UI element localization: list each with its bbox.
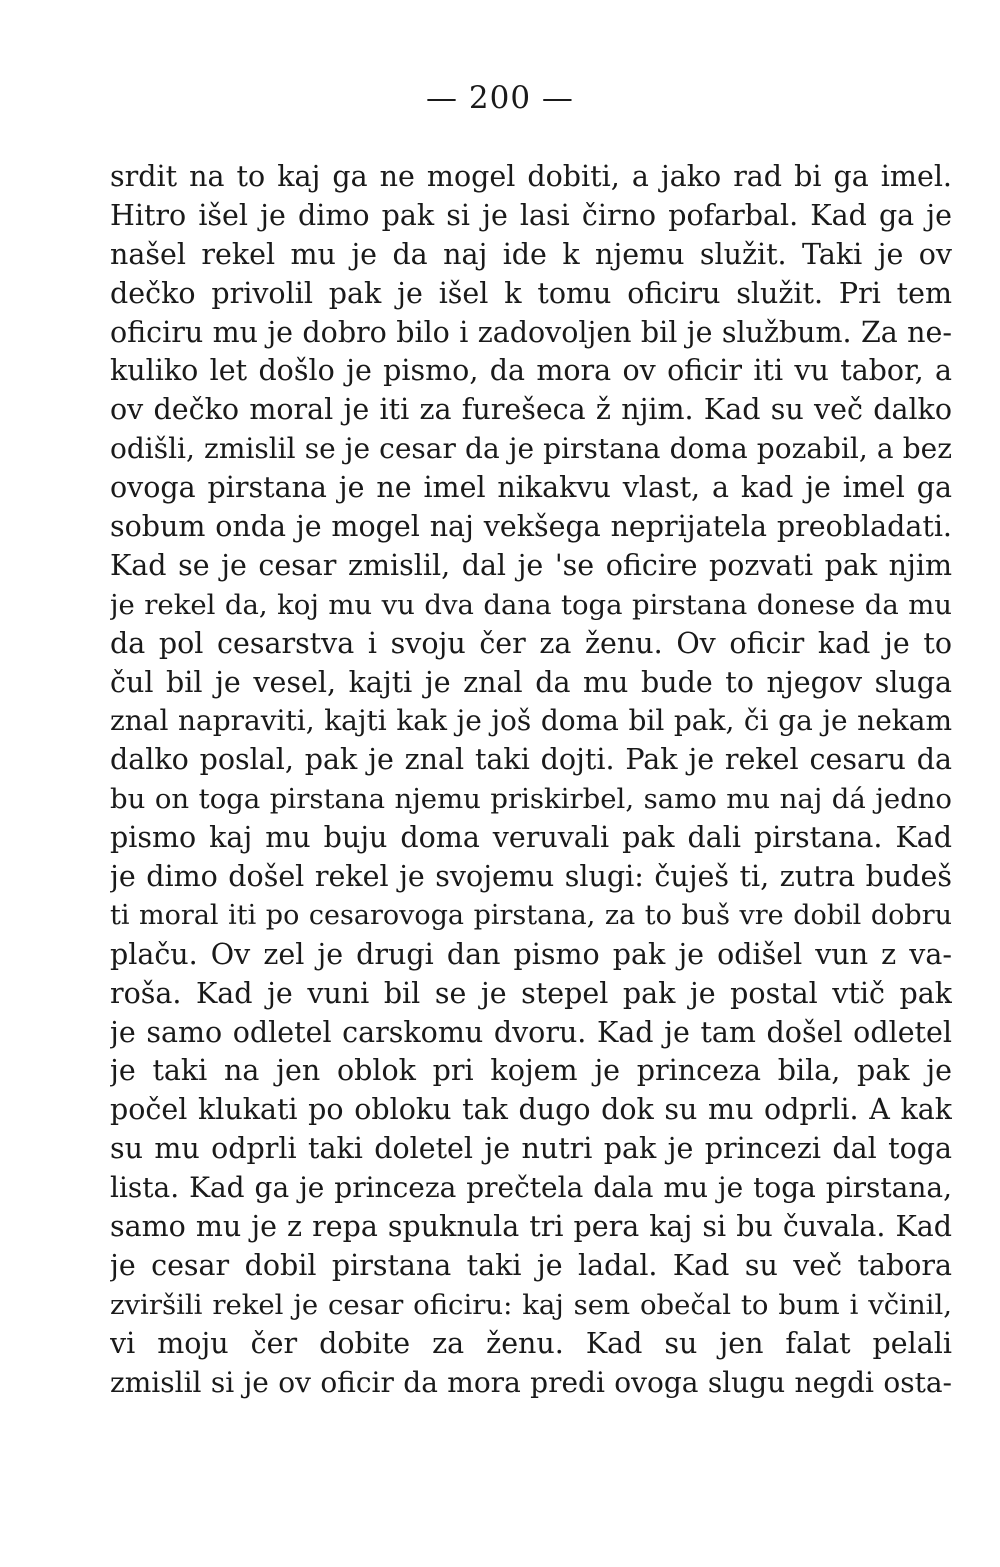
text-line: ov dečko moral je iti za furešeca ž njim. Kad su več dalko: [110, 393, 952, 427]
text-line: bu on toga pirstana njemu priskirbel, samo mu naj dá jedno: [110, 783, 952, 816]
text-line: roša. Kad je vuni bil se je stepel pak je postal vtič pak: [110, 976, 952, 1010]
text-line: vi moju čer dobite za ženu. Kad su jen falat pelali: [110, 1326, 952, 1360]
text-line: čul bil je vesel, kajti je znal da mu bude to njegov sluga: [110, 665, 952, 699]
text-line: Kad se je cesar zmislil, dal je 'se oficire pozvati pak njim: [110, 548, 952, 582]
text-line: Hitro išel je dimo pak si je lasi čirno pofarbal. Kad ga je: [110, 198, 952, 232]
text-line: je rekel da, koj mu vu dva dana toga pirstana donese da mu: [110, 588, 952, 621]
text-line: plaču. Ov zel je drugi dan pismo pak je odišel vun z va-: [110, 937, 952, 971]
text-line: zviršili rekel je cesar oficiru: kaj sem obečal to bum i včinil,: [110, 1288, 952, 1321]
text-line: su mu odprli taki doletel je nutri pak je princezi dal toga: [110, 1132, 952, 1166]
text-line: samo mu je z repa spuknula tri pera kaj si bu čuvala. Kad: [110, 1210, 952, 1244]
text-line: srdit na to kaj ga ne mogel dobiti, a jako rad bi ga imel.: [110, 160, 952, 193]
text-line: je cesar dobil pirstana taki je ladal. Kad su več tabora: [110, 1248, 952, 1282]
text-line: oficiru mu je dobro bilo i zadovoljen bil je službum. Za ne-: [110, 315, 952, 349]
text-line: je taki na jen oblok pri kojem je princeza bila, pak je: [110, 1054, 952, 1088]
text-line: je samo odletel carskomu dvoru. Kad je tam došel odletel: [110, 1015, 952, 1049]
text-line: odišli, zmislil se je cesar da je pirstana doma pozabil, a bez: [110, 432, 952, 466]
text-line: pismo kaj mu buju doma veruvali pak dali pirstana. Kad: [110, 821, 952, 855]
text-line: ti moral iti po cesarovoga pirstana, za to buš vre dobil dobru: [110, 899, 952, 931]
text-line: zmislil si je ov oficir da mora predi ovoga slugu negdi osta-: [110, 1365, 952, 1399]
text-line: je dimo došel rekel je svojemu slugi: čuješ ti, zutra budeš: [110, 860, 952, 894]
page-number: — 200 —: [426, 80, 574, 116]
body-text: [110, 158, 952, 1403]
text-line: dečko privolil pak je išel k tomu oficiru služit. Pri tem: [110, 276, 952, 310]
text-line: kuliko let došlo je pismo, da mora ov oficir iti vu tabor, a: [110, 354, 952, 388]
text-line: dalko poslal, pak je znal taki dojti. Pak je rekel cesaru da: [110, 743, 952, 777]
text-line: počel klukati po obloku tak dugo dok su mu odprli. A kak: [110, 1093, 952, 1127]
text-line: ovoga pirstana je ne imel nikakvu vlast, a kad je imel ga: [110, 471, 952, 505]
text-line: znal napraviti, kajti kak je još doma bil pak, či ga je nekam: [110, 704, 952, 738]
text-line: da pol cesarstva i svoju čer za ženu. Ov oficir kad je to: [110, 626, 952, 660]
text-line: našel rekel mu je da naj ide k njemu služit. Taki je ov: [110, 237, 952, 271]
text-line: sobum onda je mogel naj vekšega neprijatela preobladati.: [110, 510, 952, 544]
text-line: lista. Kad ga je princeza prečtela dala mu je toga pirstana,: [110, 1171, 952, 1205]
